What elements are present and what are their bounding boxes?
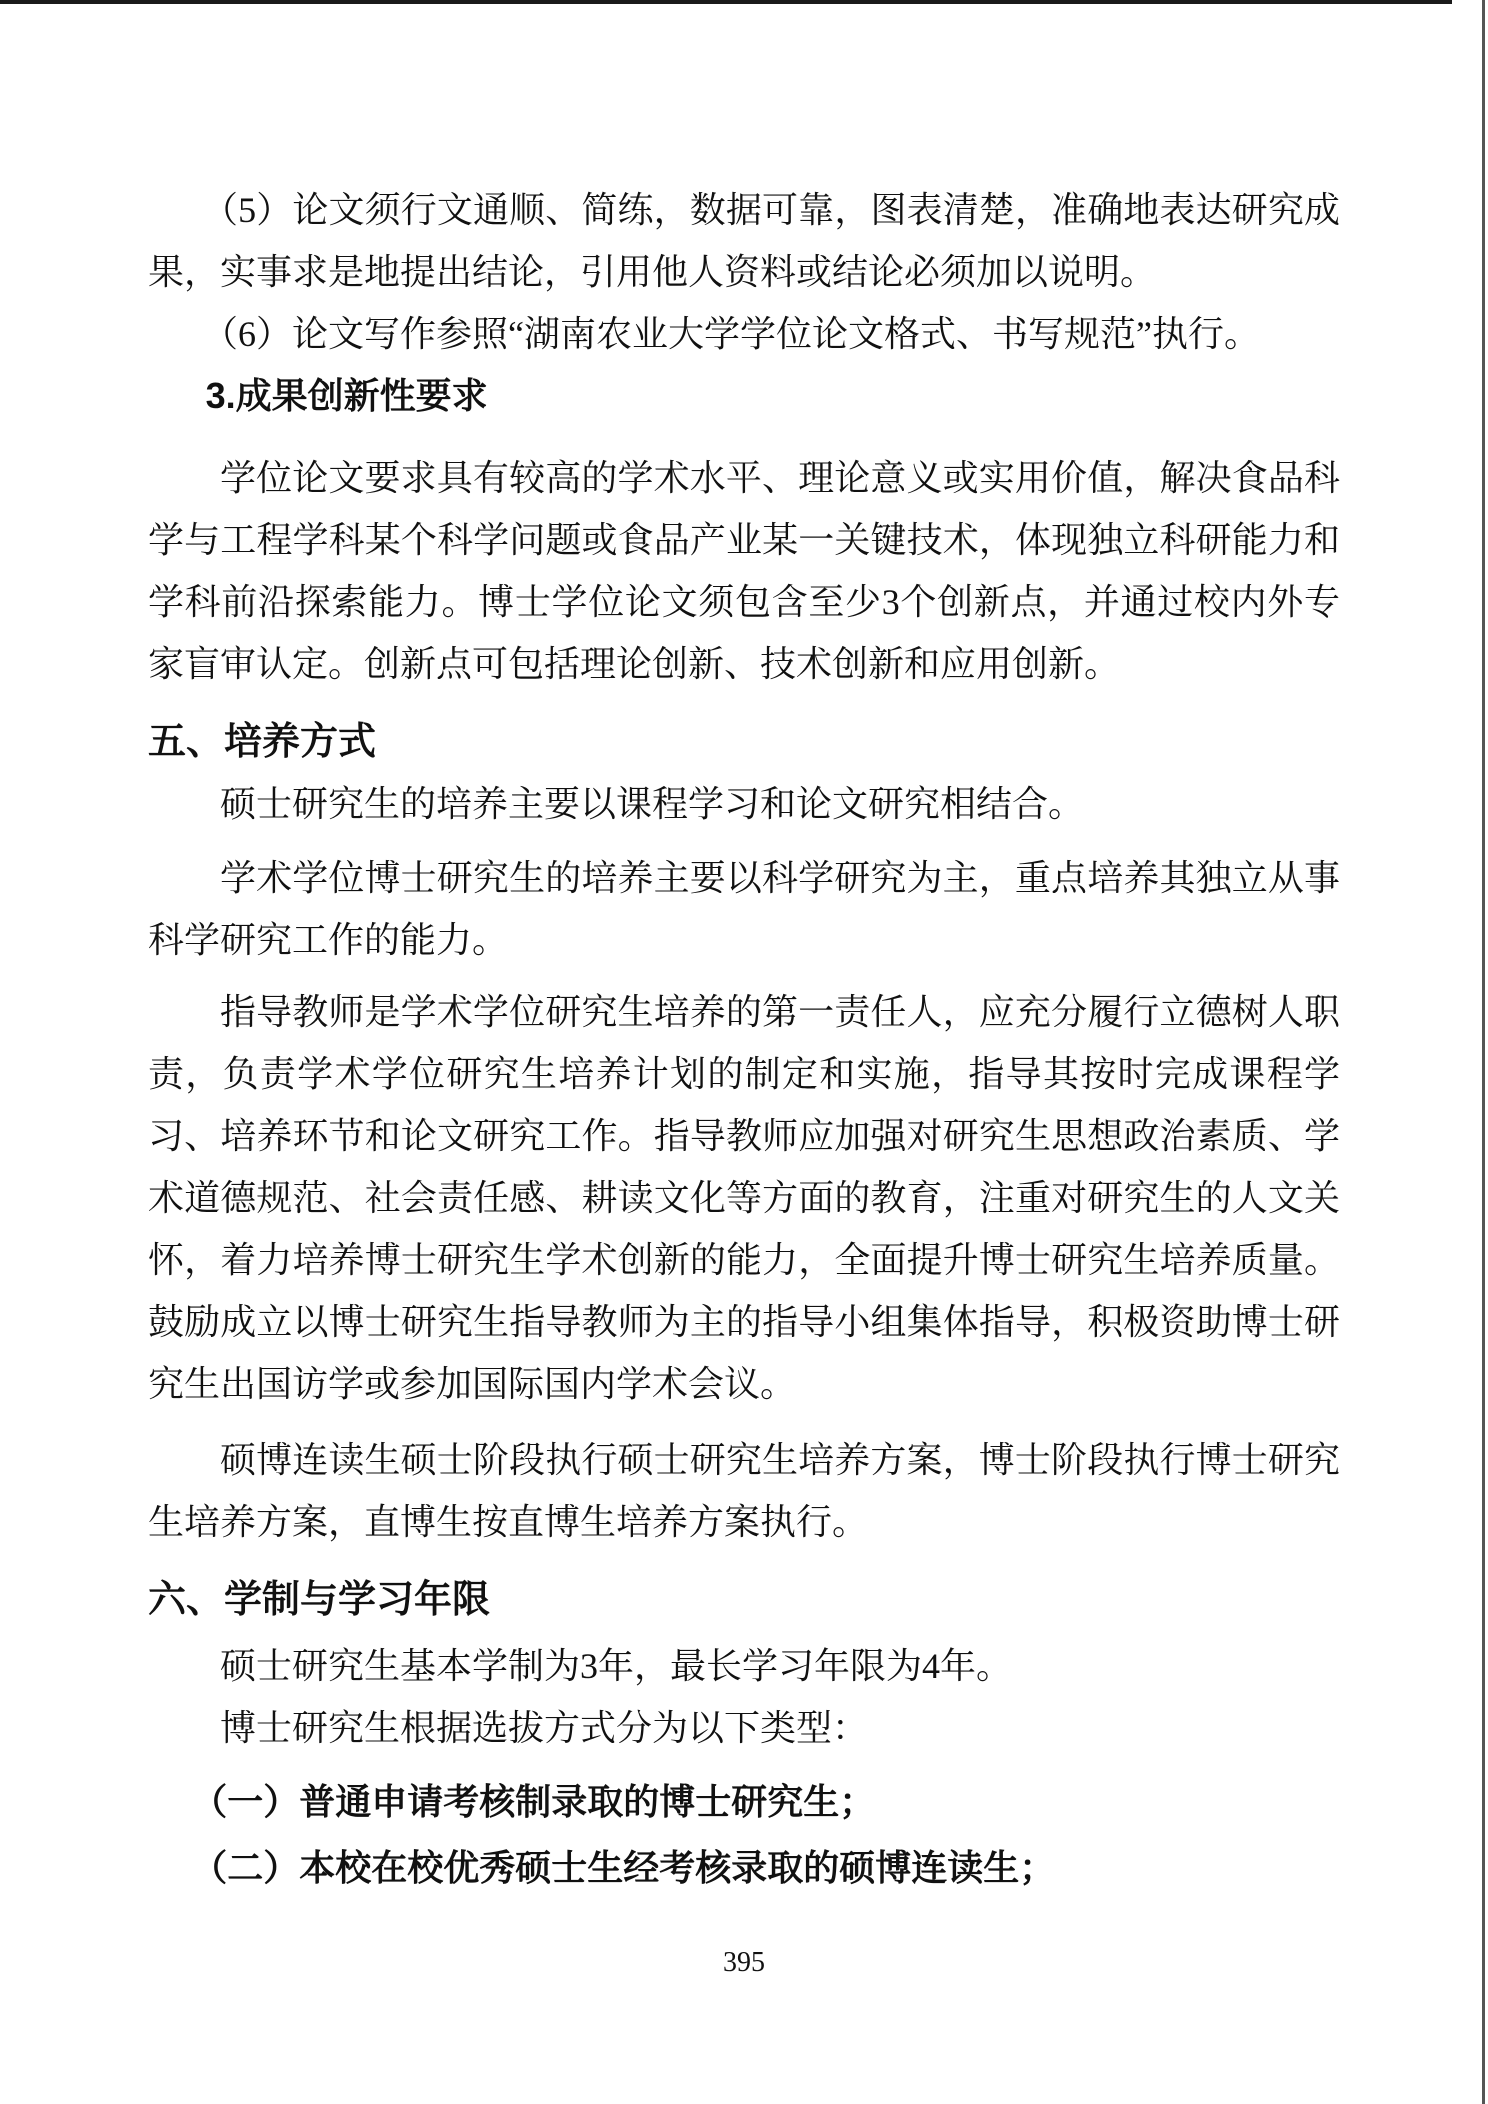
paragraph-master-duration: 硕士研究生基本学制为3年，最长学习年限为4年。 bbox=[220, 1646, 1013, 1686]
section-heading-training-mode: 五、培养方式 bbox=[148, 721, 377, 763]
list-item-doctoral-type-2: （二）本校在校优秀硕士生经考核录取的硕博连读生； bbox=[191, 1847, 1056, 1888]
subheading-innovation-requirement: 3.成果创新性要求 bbox=[205, 375, 488, 416]
paragraph-thesis-rule-5: （5）论文须行文通顺、简练，数据可靠，图表清楚，准确地表达研究成果，实事求是地提出结论，引用他人资料或结论必须加以说明。 bbox=[148, 190, 1340, 292]
paragraph-supervisor-responsibility: 指导教师是学术学位研究生培养的第一责任人，应充分履行立德树人职责，负责学术学位研究生培养计划的制定和实施，指导其按时完成课程学习、培养环节和论文研究工作。指导教师应加强对研究生思想政治素质、学术道德规范、社会责任感、耕读文化等方面的教育，注重对研究生的人文关怀，着力培养博士研究生学术创新的能力，全面提升博士研究生培养质量。鼓励成立以博士研究生指导教师为主的指导小组集体指导，积极资助博士研究生出国访学或参加国际国内学术会议。 bbox=[148, 992, 1340, 1404]
paragraph-innovation-detail: 学位论文要求具有较高的学术水平、理论意义或实用价值，解决食品科学与工程学科某个科学问题或食品产业某一关键技术，体现独立科研能力和学科前沿探索能力。博士学位论文须包含至少3个创新点，并通过校内外专家盲审认定。创新点可包括理论创新、技术创新和应用创新。 bbox=[148, 458, 1340, 684]
page-number: 395 bbox=[723, 1947, 765, 1978]
right-edge-scan-line bbox=[1482, 0, 1485, 2104]
paragraph-successive-program: 硕博连读生硕士阶段执行硕士研究生培养方案，博士阶段执行博士研究生培养方案，直博生按直博生培养方案执行。 bbox=[148, 1440, 1340, 1542]
top-edge-scan-line bbox=[0, 0, 1452, 4]
paragraph-master-training: 硕士研究生的培养主要以课程学习和论文研究相结合。 bbox=[220, 784, 1085, 824]
paragraph-thesis-rule-6: （6）论文写作参照“湖南农业大学学位论文格式、书写规范”执行。 bbox=[202, 314, 1260, 354]
paragraph-doctoral-types-intro: 博士研究生根据选拔方式分为以下类型： bbox=[220, 1708, 869, 1748]
paragraph-doctoral-training: 学术学位博士研究生的培养主要以科学研究为主，重点培养其独立从事科学研究工作的能力。 bbox=[148, 858, 1340, 960]
list-item-doctoral-type-1: （一）普通申请考核制录取的博士研究生； bbox=[191, 1781, 876, 1822]
section-heading-study-duration: 六、学制与学习年限 bbox=[148, 1579, 491, 1621]
